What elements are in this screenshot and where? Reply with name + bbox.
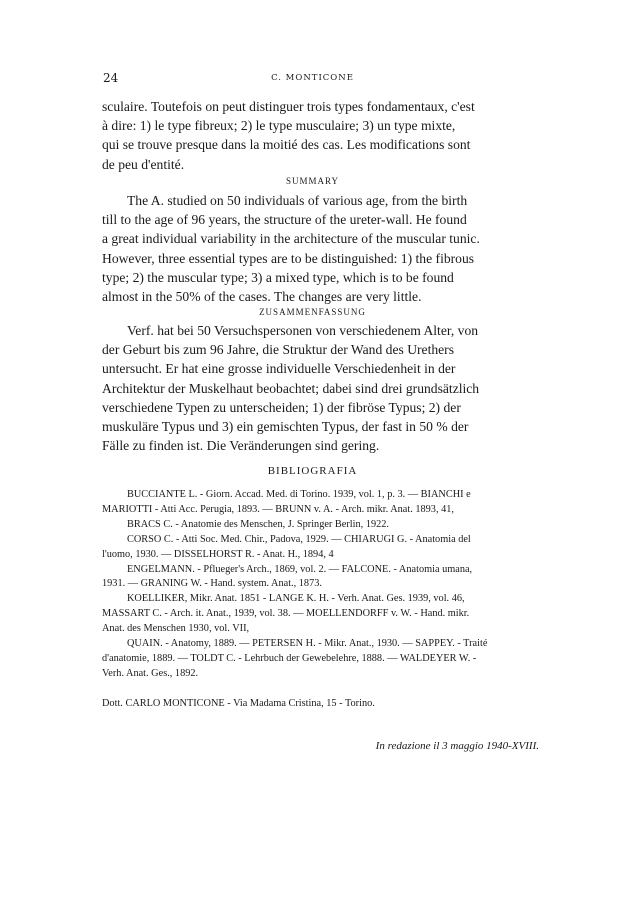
text-line: untersucht. Er hat eine grosse individuelle Verschiedenheit in der bbox=[102, 361, 456, 377]
bibliography-entry: BUCCIANTE L. - Giorn. Accad. Med. di Torino. 1939, vol. 1, p. 3. — BIANCHI e bbox=[127, 489, 471, 500]
bibliography-entry: CORSO C. - Atti Soc. Med. Chir., Padova, 1929. — CHIARUGI G. - Anatomia del bbox=[127, 533, 471, 545]
bibliografia-heading: BIBLIOGRAFIA bbox=[267, 465, 358, 477]
redazione-date: In redazione il 3 maggio 1940-XVIII. bbox=[375, 740, 539, 752]
text-line: almost in the 50% of the cases. The changes are very little. bbox=[102, 289, 422, 305]
text-line: However, three essential types are to be distinguished: 1) the fibrous bbox=[102, 250, 475, 266]
bibliography-entry: MASSART C. - Arch. it. Anat., 1939, vol. 38. — MOELLENDORFF v. W. - Hand. mikr. bbox=[102, 608, 470, 620]
bibliography-entry: ENGELMANN. - Pflueger's Arch., 1869, vol. 2. — FALCONE. - Anatomia umana, bbox=[127, 563, 473, 575]
text-line: verschiedene Typen zu unterscheiden; 1) der fibröse Typus; 2) der bbox=[102, 399, 461, 415]
page-number: 24 bbox=[103, 71, 119, 85]
zusammenfassung-heading: ZUSAMMENFASSUNG bbox=[259, 307, 366, 317]
bibliography-entry: Verh. Anat. Ges., 1892. bbox=[102, 667, 199, 679]
bibliography-entry: QUAIN. - Anatomy, 1889. — PETERSEN H. - Mikr. Anat., 1930. — SAPPEY. - Traité bbox=[127, 638, 488, 650]
zusammenfassung-paragraph bbox=[102, 321, 539, 455]
text-line: type; 2) the muscular type; 3) a mixed type, which is to be found bbox=[102, 269, 454, 285]
running-head: C. MONTICONE bbox=[271, 73, 354, 83]
bibliography-list bbox=[102, 488, 539, 682]
text-line: Fälle zu finden ist. Die Veränderungen sind gering. bbox=[102, 438, 380, 454]
text-line: The A. studied on 50 individuals of various age, from the birth bbox=[127, 193, 468, 208]
bibliography-entry: 1931. — GRANING W. - Hand. system. Anat., 1873. bbox=[102, 578, 322, 590]
text-line: der Geburt bis zum 96 Jahre, die Struktur der Wand des Urethers bbox=[102, 342, 454, 358]
bibliography-entry: d'anatomie, 1889. — TOLDT C. - Lehrbuch der Gewebelehre, 1888. — WALDEYER W. - bbox=[102, 652, 477, 664]
text-line: Architektur der Muskelhaut beobachtet; dabei sind drei grundsätzlich bbox=[102, 380, 480, 396]
text-line: till to the age of 96 years, the structure of the ureter-wall. He found bbox=[102, 212, 467, 228]
bibliography-entry: MARIOTTI - Atti Acc. Perugia, 1893. — BRUNN v. A. - Arch. mikr. Anat. 1893, 41, bbox=[102, 503, 454, 515]
text-line: à dire: 1) le type fibreux; 2) le type musculaire; 3) un type mixte, bbox=[102, 118, 456, 134]
page-header bbox=[0, 0, 625, 100]
summary-heading: SUMMARY bbox=[285, 176, 339, 186]
bibliography-entry: Anat. des Menschen 1930, vol. VII, bbox=[102, 623, 250, 635]
bibliography-entry: BRACS C. - Anatomie des Menschen, J. Springer Berlin, 1922. bbox=[127, 518, 389, 530]
bibliography-entry: l'uomo, 1930. — DISSELHORST R. - Anat. H., 1894, 4 bbox=[102, 548, 334, 560]
bibliography-entry: KOELLIKER, Mikr. Anat. 1851 - LANGE K. H. - Verh. Anat. Ges. 1939, vol. 46, bbox=[127, 593, 465, 605]
text-line: a great individual variability in the architecture of the muscular tunic. bbox=[102, 231, 480, 247]
author-address: Dott. CARLO MONTICONE - Via Madama Cristina, 15 - Torino. bbox=[102, 698, 375, 709]
text-line: de peu d'entité. bbox=[102, 156, 185, 172]
french-paragraph-tail bbox=[102, 97, 539, 174]
text-line: Verf. hat bei 50 Versuchspersonen von verschiedenem Alter, von bbox=[127, 323, 479, 338]
text-line: sculaire. Toutefois on peut distinguer trois types fondamentaux, c'est bbox=[102, 99, 475, 114]
text-line: qui se trouve presque dans la moitié des cas. Les modifications sont bbox=[102, 137, 471, 153]
text-line: muskuläre Typus und 3) ein gemischten Typus, der fast in 50 % der bbox=[102, 419, 469, 435]
summary-paragraph bbox=[102, 191, 539, 306]
